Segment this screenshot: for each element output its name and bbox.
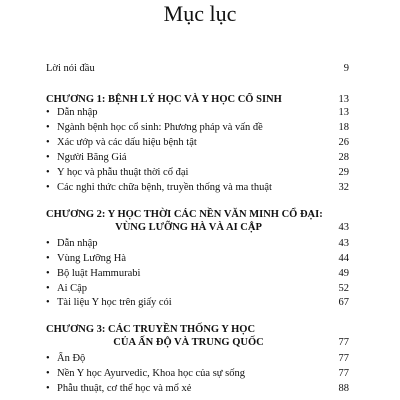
entry-page: 29 (338, 167, 349, 178)
entry-label: Bộ luật Hammurabi (57, 268, 141, 279)
entry-page: 88 (338, 383, 349, 394)
entry-page: 77 (338, 353, 349, 364)
entry-page: 44 (338, 253, 349, 264)
bullet-icon: • (46, 283, 50, 294)
bullet-icon: • (46, 253, 50, 264)
entry-label: Ai Cập (57, 283, 88, 294)
chapter-3-heading[interactable] (46, 323, 349, 349)
chapter-title-line-2: VÙNG LƯỠNG HÀ VÀ AI CẬP (115, 222, 262, 233)
chapter-2-heading[interactable] (46, 208, 349, 234)
toc-entry[interactable] (46, 352, 349, 365)
toc-entry[interactable] (46, 252, 349, 265)
chapter-page: 43 (338, 222, 349, 233)
entry-page: 43 (338, 238, 349, 249)
bullet-icon: • (46, 368, 50, 379)
toc-entry[interactable] (46, 181, 349, 194)
entry-page: 77 (338, 368, 349, 379)
entry-page: 28 (338, 152, 349, 163)
bullet-icon: • (46, 297, 50, 308)
toc-entry-intro[interactable] (46, 62, 349, 75)
entry-page: 9 (343, 63, 349, 74)
toc-entry[interactable] (46, 136, 349, 149)
entry-page: 49 (338, 268, 349, 279)
chapter-title-line-1: CHƯƠNG 2: Y HỌC THỜI CÁC NỀN VĂN MINH CỔ ĐẠI: (46, 209, 323, 220)
entry-label: Xác ướp và các dấu hiệu bệnh tật (57, 137, 197, 148)
entry-page: 26 (338, 137, 349, 148)
entry-label: Phẫu thuật, cơ thể học và mổ xẻ (57, 383, 192, 394)
entry-label: Các nghi thức chữa bệnh, truyền thống và ma thuật (57, 182, 272, 193)
entry-label: Nền Y học Ayurvedic, Khoa học của sự sống (57, 368, 245, 379)
entry-page: 67 (338, 297, 349, 308)
entry-label: Ấn Độ (57, 353, 86, 364)
entry-label: Người Băng Giá (57, 152, 127, 163)
entry-page: 13 (338, 107, 349, 118)
toc-entry[interactable] (46, 121, 349, 134)
entry-page: 18 (338, 122, 349, 133)
toc-entry[interactable] (46, 166, 349, 179)
entry-label: Dẫn nhập (57, 238, 98, 249)
bullet-icon: • (46, 122, 50, 133)
bullet-icon: • (46, 238, 50, 249)
bullet-icon: • (46, 182, 50, 193)
bullet-icon: • (46, 268, 50, 279)
entry-label: Dẫn nhập (57, 107, 98, 118)
toc-entry[interactable] (46, 282, 349, 295)
toc-entry[interactable] (46, 106, 349, 119)
bullet-icon: • (46, 353, 50, 364)
toc-entry[interactable] (46, 151, 349, 164)
toc-entry[interactable] (46, 367, 349, 380)
page-title: Mục lục (163, 1, 237, 26)
chapter-1-heading[interactable] (46, 93, 349, 106)
entry-label: Tài liệu Y học trên giấy cói (57, 297, 172, 308)
bullet-icon: • (46, 137, 50, 148)
toc-entry[interactable] (46, 267, 349, 280)
chapter-page: 13 (338, 94, 349, 105)
entry-label: Lời nói đầu (46, 63, 95, 74)
bullet-icon: • (46, 383, 50, 394)
toc-entry[interactable] (46, 382, 349, 395)
bullet-icon: • (46, 107, 50, 118)
entry-page: 32 (338, 182, 349, 193)
toc-entry[interactable] (46, 237, 349, 250)
chapter-title-line-2: CỦA ẤN ĐỘ VÀ TRUNG QUỐC (113, 337, 264, 348)
bullet-icon: • (46, 167, 50, 178)
bullet-icon: • (46, 152, 50, 163)
chapter-page: 77 (338, 337, 349, 348)
entry-label: Vùng Lưỡng Hà (57, 253, 126, 264)
entry-label: Y học và phẫu thuật thời cổ đại (57, 167, 189, 178)
entry-page: 52 (338, 283, 349, 294)
toc-entry[interactable] (46, 296, 349, 309)
entry-label: Ngành bệnh học cổ sinh: Phương pháp và vấn đề (57, 122, 263, 133)
chapter-title-line-1: CHƯƠNG 3: CÁC TRUYỀN THỐNG Y HỌC (46, 324, 256, 335)
chapter-title: CHƯƠNG 1: BỆNH LÝ HỌC VÀ Y HỌC CỔ SINH (46, 94, 282, 105)
